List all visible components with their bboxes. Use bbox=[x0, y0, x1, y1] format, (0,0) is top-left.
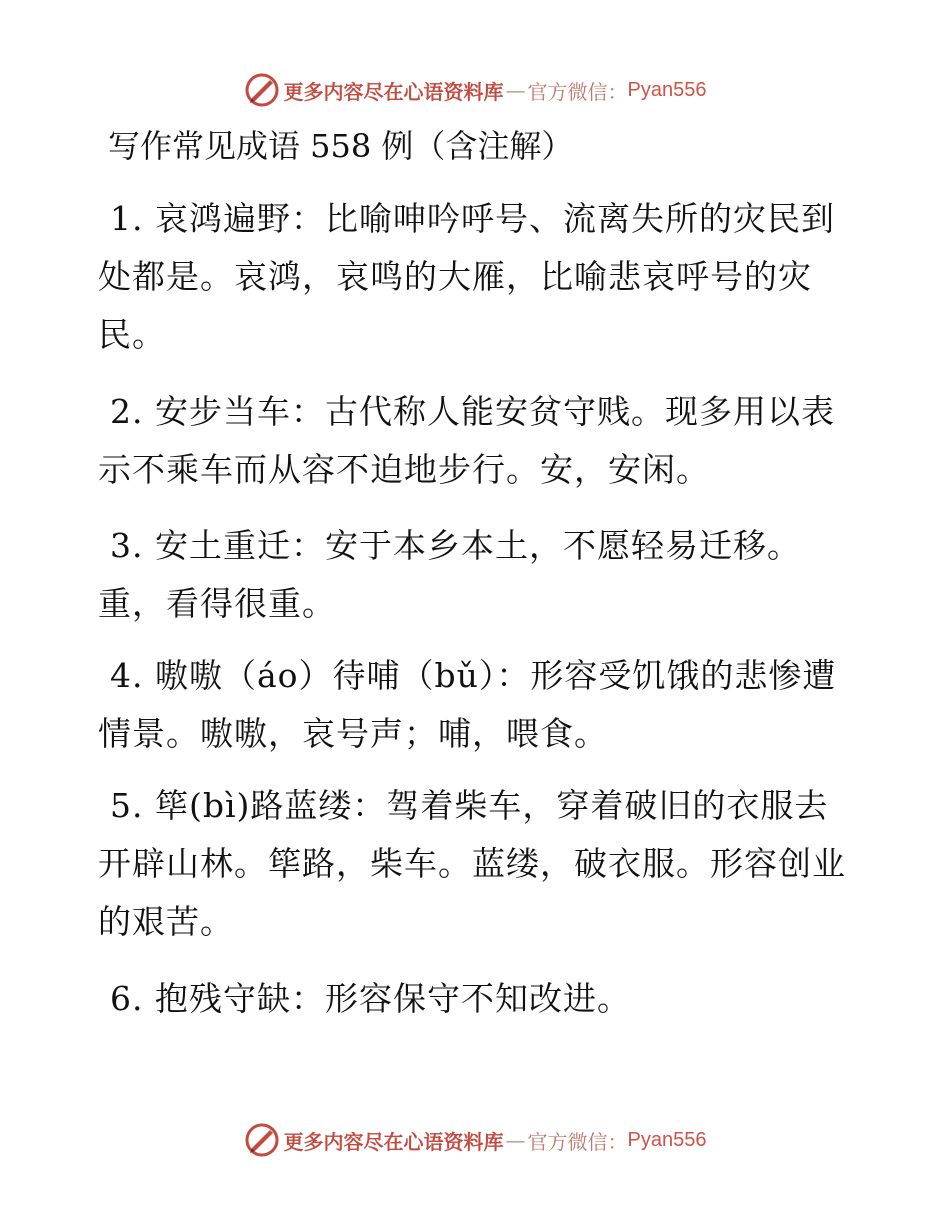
banner-separator: — bbox=[505, 78, 526, 102]
banner-id: Pyan556 bbox=[627, 78, 707, 101]
entry-3: 3. 安土重迁：安于本乡本土，不愿轻易迁移。重，看得很重。 bbox=[98, 526, 801, 623]
banner-id: Pyan556 bbox=[627, 1128, 707, 1151]
pen-logo-icon bbox=[244, 72, 280, 108]
entry-6: 6. 抱残守缺：形容保守不知改进。 bbox=[110, 979, 631, 1018]
banner-text: 更多内容尽在心语资料库 bbox=[283, 1129, 504, 1154]
banner-label: 官方微信： bbox=[527, 1129, 628, 1154]
entry-4: 4. 嗷嗷（áo）待哺（bǔ）：形容受饥饿的悲惨遭情景。嗷嗷，哀号声；哺，喂食。 bbox=[98, 656, 837, 753]
banner-text: 更多内容尽在心语资料库 bbox=[283, 79, 504, 104]
entry-2: 2. 安步当车：古代称人能安贫守贱。现多用以表示不乘车而从容不迫地步行。安，安闲。 bbox=[98, 392, 835, 489]
banner-label: 官方微信： bbox=[527, 79, 628, 104]
footer-banner bbox=[0, 1120, 950, 1160]
entry-1: 1. 哀鸿遍野：比喻呻吟呼号、流离失所的灾民到处都是。哀鸿，哀鸣的大雁，比喻悲哀呼号的灾民。 bbox=[98, 199, 835, 354]
entry-5: 5. 筚(bì)路蓝缕：驾着柴车，穿着破旧的衣服去开辟山林。筚路，柴车。蓝缕，破衣服。形容创业的艰苦。 bbox=[98, 786, 846, 941]
pen-logo-icon bbox=[244, 1122, 280, 1158]
header-banner bbox=[0, 70, 950, 110]
banner-separator: — bbox=[505, 1128, 526, 1152]
document-title: 写作常见成语 558 例（含注解） bbox=[108, 127, 574, 165]
